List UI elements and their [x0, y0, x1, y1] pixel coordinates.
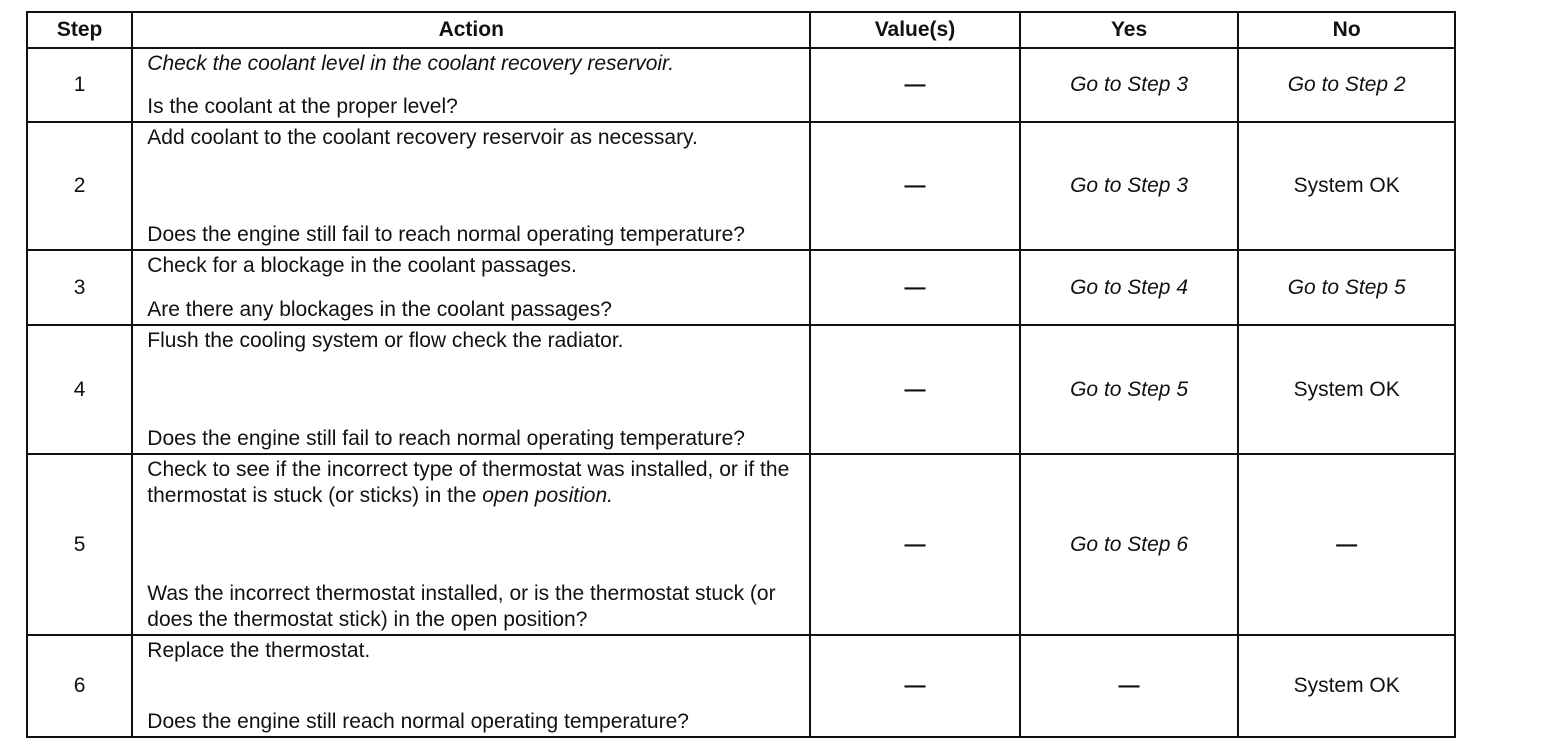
yes-dash: —	[1118, 674, 1140, 697]
yes-cell: Go to Step 6	[1020, 454, 1239, 635]
diagnostic-table	[26, 11, 1456, 738]
step-number: 6	[27, 635, 132, 737]
action-instruction: Check for a blockage in the coolant passages.	[147, 254, 577, 277]
action-question: Are there any blockages in the coolant passages?	[147, 298, 612, 321]
action-instruction-emphasis: open position.	[482, 484, 613, 507]
action-cell	[132, 635, 810, 737]
no-cell: Go to Step 5	[1238, 250, 1455, 325]
action-cell	[132, 454, 810, 635]
action-instruction: Flush the cooling system or flow check the radiator.	[147, 329, 624, 352]
value-cell	[810, 250, 1020, 325]
header-action: Action	[132, 12, 810, 48]
action-instruction: Replace the thermostat.	[147, 639, 371, 662]
value-dash: —	[904, 377, 926, 401]
yes-cell: Go to Step 5	[1020, 325, 1239, 454]
value-dash: —	[904, 275, 926, 299]
table-row	[27, 122, 1455, 250]
action-cell	[132, 48, 810, 122]
header-yes: Yes	[1020, 12, 1239, 48]
value-dash: —	[904, 174, 926, 197]
step-number: 3	[27, 250, 132, 325]
value-dash: —	[904, 73, 926, 96]
action-instruction: Check the coolant level in the coolant recovery reservoir.	[147, 52, 675, 75]
yes-cell: Go to Step 3	[1020, 48, 1239, 122]
action-question: Is the coolant at the proper level?	[147, 95, 458, 118]
step-number: 1	[27, 48, 132, 122]
action-question: Was the incorrect thermostat installed, or is the thermostat stuck (or does the thermostat stick) in the open position?	[147, 582, 776, 631]
table-row	[27, 454, 1455, 635]
value-dash: —	[904, 532, 926, 556]
no-cell: System OK	[1238, 635, 1455, 737]
no-dash: —	[1336, 532, 1358, 556]
no-cell	[1238, 454, 1455, 635]
value-cell	[810, 48, 1020, 122]
yes-cell: Go to Step 3	[1020, 122, 1239, 250]
no-cell: Go to Step 2	[1238, 48, 1455, 122]
action-cell	[132, 250, 810, 325]
no-cell: System OK	[1238, 325, 1455, 454]
value-cell	[810, 122, 1020, 250]
action-question: Does the engine still reach normal operating temperature?	[147, 710, 689, 733]
step-number: 5	[27, 454, 132, 635]
value-cell	[810, 454, 1020, 635]
header-values: Value(s)	[810, 12, 1020, 48]
action-question: Does the engine still fail to reach normal operating temperature?	[147, 223, 745, 246]
table-row	[27, 48, 1455, 122]
header-no: No	[1238, 12, 1455, 48]
yes-cell	[1020, 635, 1239, 737]
table-row	[27, 250, 1455, 325]
action-instruction	[147, 457, 799, 509]
action-cell	[132, 325, 810, 454]
action-cell	[132, 122, 810, 250]
table-row	[27, 635, 1455, 737]
step-number: 2	[27, 122, 132, 250]
value-dash: —	[904, 674, 926, 697]
step-number: 4	[27, 325, 132, 454]
value-cell	[810, 325, 1020, 454]
action-instruction-text: Check to see if the incorrect type of thermostat was installed, or if the thermostat is stuck (or sticks) in the	[147, 458, 790, 507]
yes-cell: Go to Step 4	[1020, 250, 1239, 325]
no-cell: System OK	[1238, 122, 1455, 250]
value-cell	[810, 635, 1020, 737]
action-question: Does the engine still fail to reach normal operating temperature?	[147, 427, 745, 450]
action-instruction: Add coolant to the coolant recovery reservoir as necessary.	[147, 126, 698, 149]
table-row	[27, 325, 1455, 454]
header-step: Step	[27, 12, 132, 48]
header-row	[27, 12, 1455, 48]
